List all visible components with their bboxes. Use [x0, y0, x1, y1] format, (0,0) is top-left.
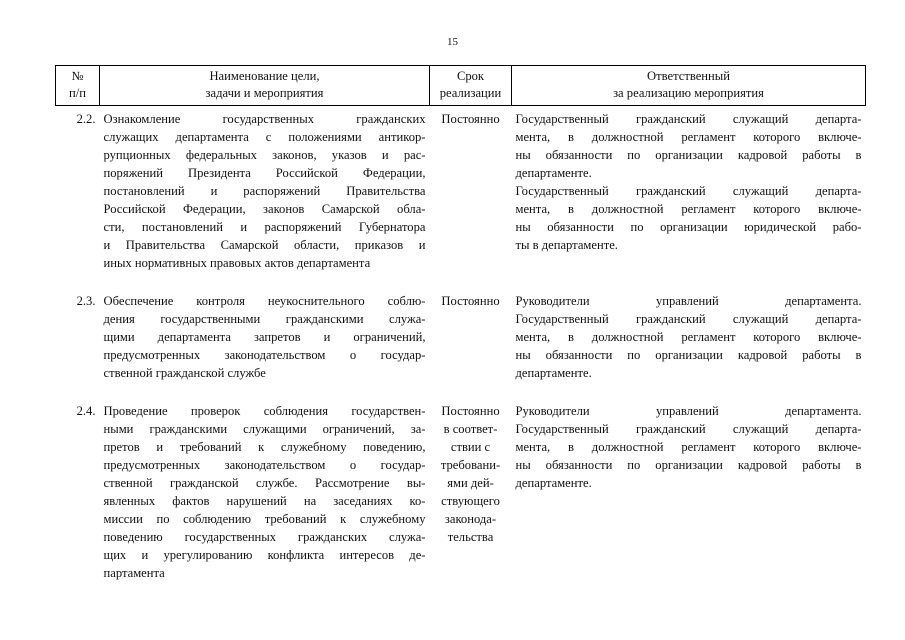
measure-name-line: иных нормативных правовых актов департамента	[103, 256, 371, 270]
measure-name-line: предусмотренных законодательством о государ-	[103, 458, 426, 472]
measure-name-line: дения государственными гражданскими служа-	[103, 312, 426, 326]
responsible-party-line: ны обязанности по организации кадровой работы в	[515, 148, 862, 162]
responsible-party	[512, 402, 866, 582]
responsible-party	[512, 106, 866, 273]
measure-name	[100, 402, 430, 582]
responsible-party-line: Государственный гражданский служащий департа-	[515, 312, 862, 326]
measure-name-line: Проведение проверок соблюдения государствен-	[103, 404, 426, 418]
table-row	[56, 292, 866, 382]
responsible-party-line: Государственный гражданский служащий департа-	[515, 422, 862, 436]
measure-name	[100, 292, 430, 382]
page-number: 15	[447, 36, 458, 48]
responsible-party-line: ны обязанности по организации кадровой работы в	[515, 348, 862, 362]
measure-name-line: ными гражданскими служащими ограничений, за-	[103, 422, 426, 436]
table-row	[56, 106, 866, 273]
implementation-term-line: ствующего	[441, 494, 500, 508]
implementation-term-line: требовани-	[440, 458, 501, 472]
measure-name-line: ственной гражданской службе. Рассмотрение вы-	[103, 476, 426, 490]
measure-name-line: предусмотренных законодательством о государ-	[103, 348, 426, 362]
measure-name-line: явленных фактов нарушений на заседаниях ко-	[103, 494, 426, 508]
responsible-party-line: ны обязанности по организации кадровой работы в	[515, 458, 862, 472]
implementation-term	[430, 106, 512, 273]
implementation-term-line: ями дей-	[447, 476, 494, 490]
measure-name-line: ственной гражданской службе	[103, 366, 266, 380]
row-number: 2.3.	[76, 294, 96, 308]
responsible-party-line: департаменте.	[515, 366, 592, 380]
responsible-party-line: департаменте.	[515, 166, 592, 180]
measure-name-line: Ознакомление государственных гражданских	[103, 112, 426, 126]
measure-name-line: миссии по соблюдению требований к служебному	[103, 512, 426, 526]
responsible-party-line: Руководители управлений департамента.	[515, 404, 862, 418]
implementation-term-line: тельства	[447, 530, 494, 544]
responsible-party-line: департаменте.	[515, 476, 592, 490]
implementation-term-line: Постоянно	[441, 404, 500, 418]
responsible-party-line: Государственный гражданский служащий департа-	[515, 112, 862, 126]
measure-name-line: постановлений и распоряжений Правительства	[103, 184, 426, 198]
responsible-party	[512, 292, 866, 382]
implementation-term-line: в соответ-	[443, 422, 498, 436]
implementation-term	[430, 292, 512, 382]
measure-name-line: поведению государственных гражданских служа-	[103, 530, 426, 544]
measure-name-line: Обеспечение контроля неукоснительного соблю-	[103, 294, 426, 308]
row-number: 2.2.	[76, 112, 96, 126]
table-body	[56, 106, 866, 583]
header-num: № п/п	[56, 66, 100, 106]
header-term: Срок реализации	[430, 66, 512, 106]
implementation-term	[430, 402, 512, 582]
measure-name-line: щими департамента запретов и ограничений,	[103, 330, 426, 344]
measure-name-line: претов и требований к служебному поведению,	[103, 440, 426, 454]
measure-name	[100, 106, 430, 273]
responsible-party-line: ны обязанности по организации юридической рабо-	[515, 220, 862, 234]
measure-name-line: служащих департамента с положениями антикор-	[103, 130, 426, 144]
responsible-party-line: мента, в должностной регламент которого включе-	[515, 202, 862, 216]
header-name: Наименование цели, задачи и мероприятия	[100, 66, 430, 106]
responsible-party-line: мента, в должностной регламент которого включе-	[515, 130, 862, 144]
implementation-term-line: законода-	[444, 512, 497, 526]
measure-name-line: и Правительства Самарской области, приказов и	[103, 238, 426, 252]
measure-name-line: Российской Федерации, законов Самарской обла-	[103, 202, 426, 216]
implementation-term-line: ствии с	[450, 440, 491, 454]
responsible-party-line: Государственный гражданский служащий департа-	[515, 184, 862, 198]
table-header	[56, 66, 866, 106]
table-row	[56, 402, 866, 582]
responsible-party-line: ты в департаменте.	[515, 238, 618, 252]
measure-name-line: сти, постановлений и распоряжений Губернатора	[103, 220, 426, 234]
responsible-party-line: мента, в должностной регламент которого включе-	[515, 330, 862, 344]
measure-name-line: щих и урегулированию конфликта интересов де-	[103, 548, 426, 562]
responsible-party-line: мента, в должностной регламент которого включе-	[515, 440, 862, 454]
measure-name-line: рупционных федеральных законов, указов и рас-	[103, 148, 426, 162]
header-responsible: Ответственный за реализацию мероприятия	[512, 66, 866, 106]
measures-table	[55, 65, 866, 582]
row-spacer	[56, 272, 866, 292]
measure-name-line: партамента	[103, 566, 165, 580]
row-spacer	[56, 382, 866, 402]
implementation-term-line: Постоянно	[441, 112, 500, 126]
measure-name-line: поряжений Президента Российской Федерации,	[103, 166, 426, 180]
implementation-term-line: Постоянно	[441, 294, 500, 308]
row-number: 2.4.	[76, 404, 96, 418]
responsible-party-line: Руководители управлений департамента.	[515, 294, 862, 308]
